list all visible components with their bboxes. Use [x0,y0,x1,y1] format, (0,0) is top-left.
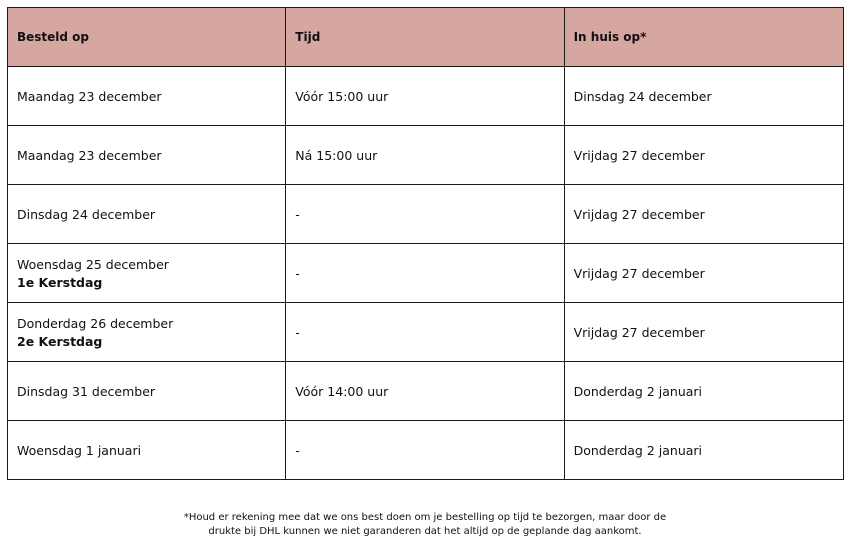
cell-in-huis-op: Vrijdag 27 december [564,303,843,362]
holiday-note: 1e Kerstdag [17,274,103,290]
cell-tijd: - [286,244,564,303]
order-date: Woensdag 1 januari [17,442,142,458]
cell-besteld-op [8,362,286,421]
cell-in-huis-op: Donderdag 2 januari [564,362,843,421]
header-in-huis-op: In huis op* [564,8,843,67]
cell-in-huis-op: Dinsdag 24 december [564,67,843,126]
cell-tijd: - [286,303,564,362]
cell-besteld-op [8,421,286,480]
cell-besteld-op [8,67,286,126]
cell-tijd: - [286,421,564,480]
cell-tijd: - [286,185,564,244]
footnote [0,511,850,538]
cell-in-huis-op: Vrijdag 27 december [564,244,843,303]
table-row [8,126,844,185]
delivery-schedule-table [7,7,844,480]
cell-besteld-op [8,244,286,303]
cell-besteld-op [8,303,286,362]
table-row [8,244,844,303]
header-besteld-op: Besteld op [8,8,286,67]
cell-in-huis-op: Vrijdag 27 december [564,126,843,185]
table-row [8,67,844,126]
cell-in-huis-op: Vrijdag 27 december [564,185,843,244]
table-row [8,185,844,244]
table-row [8,303,844,362]
cell-besteld-op [8,126,286,185]
table-header-row [8,8,844,67]
cell-besteld-op [8,185,286,244]
order-date: Donderdag 26 december [17,315,174,331]
order-date: Dinsdag 31 december [17,383,156,399]
cell-tijd: Ná 15:00 uur [286,126,564,185]
header-tijd: Tijd [286,8,564,67]
order-date: Maandag 23 december [17,88,162,104]
cell-tijd: Vóór 15:00 uur [286,67,564,126]
footnote-line-2: drukte bij DHL kunnen we niet garanderen dat het altijd op de geplande dag aankomt. [208,525,642,537]
order-date: Woensdag 25 december [17,256,169,272]
table-row [8,421,844,480]
cell-tijd: Vóór 14:00 uur [286,362,564,421]
order-date: Dinsdag 24 december [17,206,156,222]
footnote-line-1: *Houd er rekening mee dat we ons best doen om je bestelling op tijd te bezorgen, maar door de [183,512,667,523]
table-row [8,362,844,421]
order-date: Maandag 23 december [17,147,162,163]
holiday-note: 2e Kerstdag [17,333,103,349]
cell-in-huis-op: Donderdag 2 januari [564,421,843,480]
